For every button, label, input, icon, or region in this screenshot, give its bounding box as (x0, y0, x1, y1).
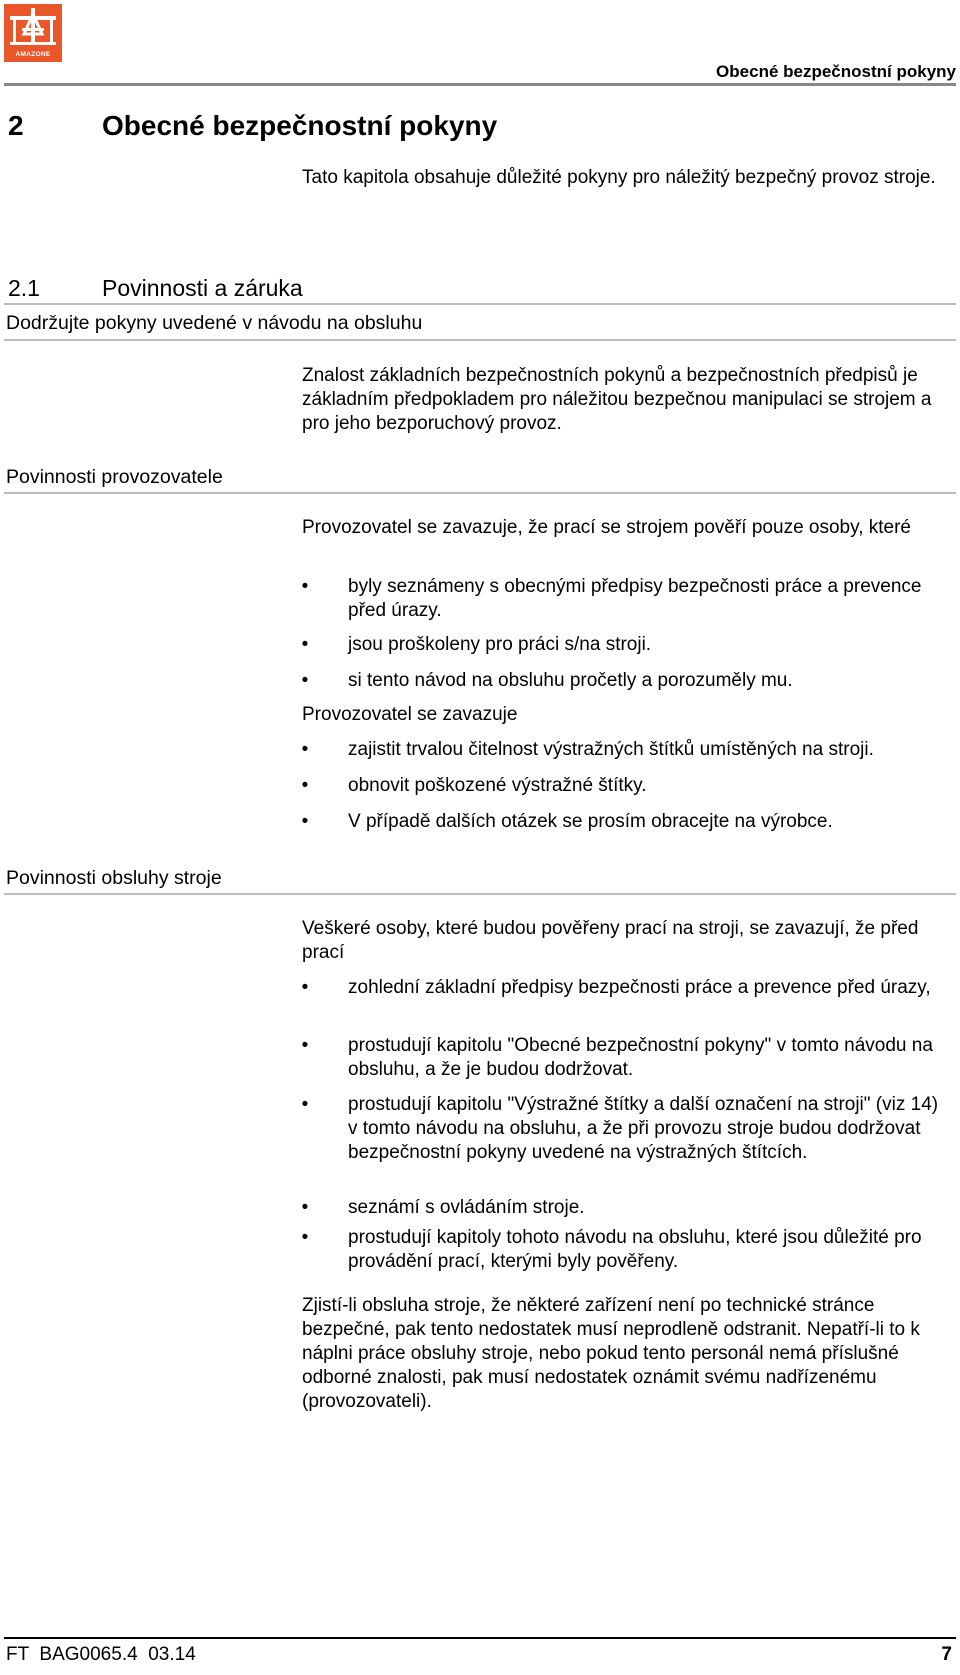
list-item: • prostudují kapitolu "Výstražné štítky a další označení na stroji" (viz 14) v tomto návodu na obsluhu, a že při provozu stroje budou dodržovat bezpečnostní pokyny uvedené na výstražných štítcích. (301, 1094, 939, 1163)
logo-text: AMAZONE (15, 51, 51, 58)
bullet-icon: • (301, 1094, 309, 1115)
operator-subheading: Povinnosti provozovatele (6, 466, 223, 488)
staff-intro: Veškeré osoby, které budou pověřeny prací na stroji, se zavazují, že před prací (302, 918, 919, 963)
manual-paragraph: Znalost základních bezpečnostních pokynů a bezpečnostních předpisů je základním předpokladem pro náležitou bezpečnou manipulaci se strojem a pro jeho bezporuchový provoz. (302, 365, 932, 434)
footer-rule (4, 1637, 956, 1639)
staff-closing-paragraph: Zjistí-li obsluha stroje, že některé zařízení není po technické stránce bezpečné, pak tento nedostatek musí neprodleně odstranit. Nepatří-li to k náplni práce obsluhy stroje, nebo pokud tento personál nemá příslušné odborné znalosti, pak musí nedostatek oznámit svému nadřízenému (provozovateli). (302, 1295, 920, 1412)
operator-intro-2: Provozovatel se zavazuje (302, 704, 518, 725)
list-item: • byly seznámeny s obecnými předpisy bezpečnosti práce a prevence před úrazy. (301, 576, 922, 621)
bullet-icon: • (301, 670, 309, 691)
header-rule (4, 83, 956, 86)
list-item: • V případě dalších otázek se prosím obracejte na výrobce. (301, 811, 833, 832)
staff-rule (4, 893, 956, 895)
chapter-number: 2 (8, 110, 24, 141)
staff-subheading: Povinnosti obsluhy stroje (6, 867, 222, 889)
bullet-icon: • (301, 634, 309, 655)
bullet-icon: • (301, 576, 309, 597)
chapter-intro: Tato kapitola obsahuje důležité pokyny pro náležitý bezpečný provoz stroje. (302, 167, 936, 188)
bullet-icon: • (301, 977, 309, 998)
logo-emblem-icon (4, 4, 62, 50)
section-heading (8, 275, 303, 302)
footer-doc-code: FT BAG0065.4 03.14 (6, 1644, 196, 1665)
bullet-icon: • (301, 811, 309, 832)
list-item: • zajistit trvalou čitelnost výstražných štítků umístěných na stroji. (301, 739, 874, 760)
bullet-icon: • (301, 1197, 309, 1218)
list-item: • zohlední základní předpisy bezpečnosti práce a prevence před úrazy, (301, 977, 931, 998)
section-number: 2.1 (8, 275, 40, 301)
section-rule (4, 303, 956, 305)
bullet-icon: • (301, 739, 309, 760)
manual-rule (4, 339, 956, 341)
amazone-logo (4, 4, 62, 62)
manual-subheading: Dodržujte pokyny uvedené v návodu na obsluhu (6, 312, 423, 334)
running-header-title: Obecné bezpečnostní pokyny (716, 62, 956, 81)
bullet-icon: • (301, 775, 309, 796)
list-item: • seznámí s ovládáním stroje. (301, 1197, 585, 1218)
operator-intro: Provozovatel se zavazuje, že prací se strojem pověří pouze osoby, které (302, 517, 912, 538)
bullet-icon: • (301, 1035, 309, 1056)
chapter-heading (8, 110, 497, 142)
list-item: • prostudují kapitolu "Obecné bezpečnostní pokyny" v tomto návodu na obsluhu, a že je budou dodržovat. (301, 1035, 933, 1080)
list-item: • si tento návod na obsluhu pročetly a porozuměly mu. (301, 670, 793, 691)
section-title: Povinnosti a záruka (102, 275, 303, 301)
chapter-title: Obecné bezpečnostní pokyny (102, 110, 498, 141)
list-item: • jsou proškoleny pro práci s/na stroji. (301, 634, 652, 655)
operator-rule (4, 492, 956, 494)
footer-page-number: 7 (941, 1644, 952, 1665)
bullet-icon: • (301, 1227, 309, 1248)
list-item: • prostudují kapitoly tohoto návodu na obsluhu, které jsou důležité pro provádění prací, kterými byly pověřeny. (301, 1227, 922, 1272)
list-item: • obnovit poškozené výstražné štítky. (301, 775, 647, 796)
